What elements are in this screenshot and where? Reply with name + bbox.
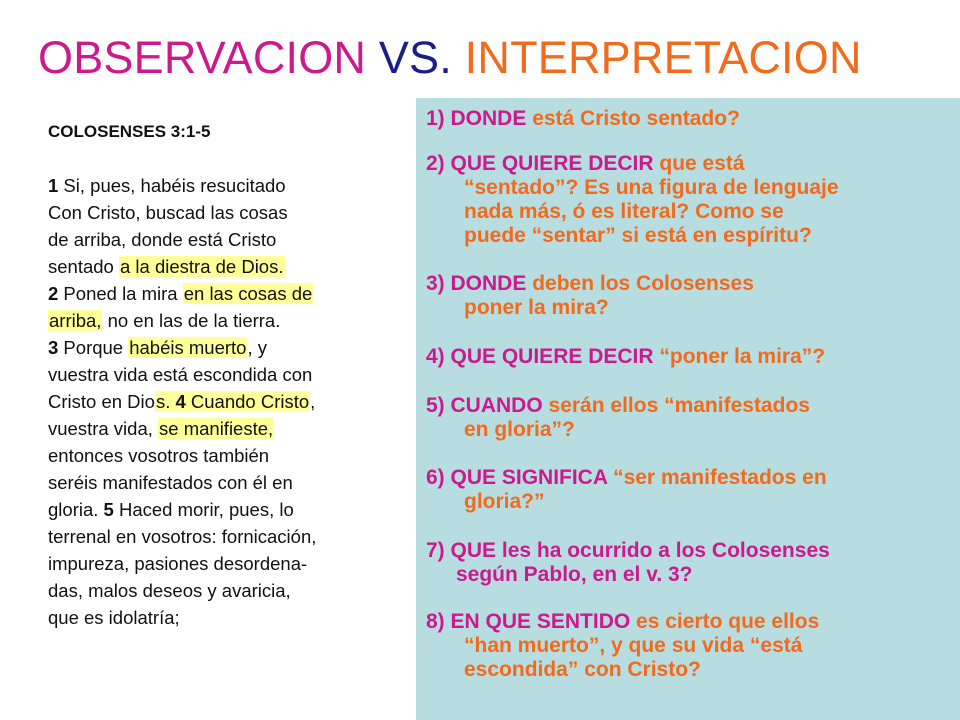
scripture-line: Con Cristo, buscad las cosas [48,202,288,223]
scripture-line: que es idolatría; [48,607,180,628]
scripture-line: Cristo en Dios. 4 Cuando Cristo, [48,391,316,412]
highlight: se manifieste, [159,418,274,439]
highlight: s. 4 Cuando Cristo [155,391,310,412]
highlight: arriba, [49,310,102,331]
question-2: 2) QUE QUIERE DECIR que está “sentado”? Es una figura de lenguaje nada más, ó es literal? Como se puede “sentar” si está en espíritu? [426,152,839,247]
question-1: 1) DONDE está Cristo sentado? [426,107,740,130]
scripture-line: vuestra vida, se manifieste, [48,418,274,439]
highlight: habéis muerto [129,337,247,358]
scripture-passage [48,118,408,631]
verse-number: 4 [175,391,186,412]
title-vs: VS. [366,32,465,83]
scripture-line: vuestra vida está escondida con [48,364,313,385]
verse-number: 3 [48,337,59,358]
scripture-line: seréis manifestados con él en [48,472,293,493]
scripture-line: entonces vosotros también [48,445,270,466]
scripture-line: impureza, pasiones desordena- [48,553,308,574]
verse-number: 5 [103,499,114,520]
highlight: a la diestra de Dios. [119,256,284,277]
title-observacion: OBSERVACION [38,32,367,83]
question-4: 4) QUE QUIERE DECIR “poner la mira”? [426,345,826,368]
scripture-line: arriba, no en las de la tierra. [49,310,281,331]
question-5: 5) CUANDO serán ellos “manifestados en gloria”? [426,394,810,441]
scripture-line: sentado a la diestra de Dios. [48,256,284,277]
question-7: 7) QUE les ha ocurrido a los Colosenses según Pablo, en el v. 3? [426,539,830,586]
scripture-line: terrenal en vosotros: fornicación, [48,526,317,547]
scripture-line: de arriba, donde está Cristo [48,229,277,250]
scripture-line: 3 Porque habéis muerto, y [48,337,267,358]
verse-number: 1 [48,175,59,196]
question-3: 3) DONDE deben los Colosenses poner la mira? [426,272,754,319]
page-title [38,30,862,86]
verse-number: 2 [48,283,59,304]
highlight: en las cosas de [183,283,313,304]
question-6: 6) QUE SIGNIFICA “ser manifestados en gloria?” [426,466,827,513]
scripture-line: 1 Si, pues, habéis resucitado [48,175,286,196]
scripture-line: 2 Poned la mira en las cosas de [48,283,313,304]
title-interpretacion: INTERPRETACION [464,32,862,83]
scripture-line: gloria. 5 Haced morir, pues, lo [48,499,294,520]
scripture-line: das, malos deseos y avaricia, [48,580,291,601]
scripture-reference: COLOSENSES 3:1-5 [48,122,211,141]
question-8: 8) EN QUE SENTIDO es cierto que ellos “han muerto”, y que su vida “está escondida” con Cristo? [426,610,820,681]
